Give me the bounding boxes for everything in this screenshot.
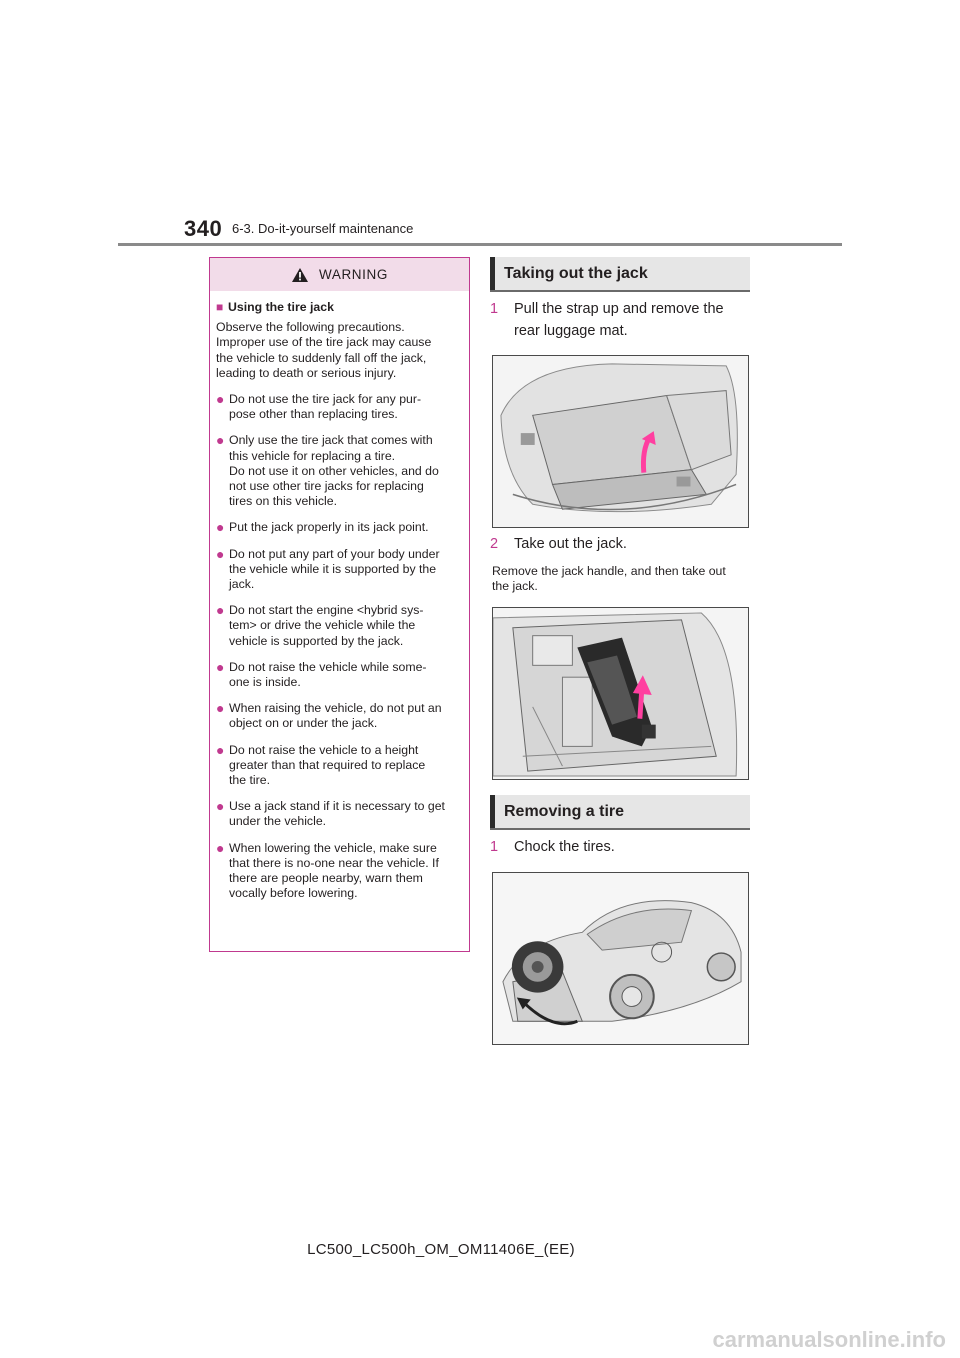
warning-item-text: Use a jack stand if it is necessary to get under the vehicle.: [229, 799, 445, 829]
warning-item-text: When raising the vehicle, do not put an object on or under the jack.: [229, 701, 442, 731]
bullet-icon: ●: [216, 602, 225, 619]
warning-item: [216, 743, 463, 789]
heading-rule: [490, 828, 750, 830]
jack-compartment-illustration: [493, 608, 748, 779]
warning-item: [216, 660, 463, 690]
header-rule: [118, 243, 842, 246]
step-text: Chock the tires.: [514, 839, 615, 855]
warning-item-text: Do not put any part of your body under the vehicle while it is supported by the jack.: [229, 546, 440, 592]
warning-body: [210, 300, 469, 902]
warning-item-text: Only use the tire jack that comes with this vehicle for replacing a tire. Do not use it on other vehicles, and do not use other tire jacks for replacing tires on this vehicle.: [229, 433, 439, 509]
footer-text: LC500_LC500h_OM_OM11406E_(EE): [307, 1241, 575, 1258]
step-note: Remove the jack handle, and then take out the jack.: [492, 564, 726, 593]
warning-item: [216, 520, 463, 535]
warning-item: [216, 841, 463, 902]
bullet-icon: ●: [216, 658, 225, 675]
warning-title: WARNING: [319, 267, 388, 282]
step-text: Pull the strap up and remove the rear luggage mat.: [514, 301, 724, 339]
warning-item: [216, 799, 463, 829]
warning-item-text: Do not start the engine <hybrid sys- tem> or drive the vehicle while the vehicle is supported by the jack.: [229, 603, 424, 648]
warning-header: [210, 258, 469, 291]
footer-model-code: [0, 1241, 960, 1258]
warning-item: [216, 603, 463, 649]
bullet-icon: ●: [216, 545, 225, 562]
heading-rule: [490, 290, 750, 292]
warning-item-text: Do not raise the vehicle while some- one is inside.: [229, 659, 427, 690]
figure-luggage-mat: [492, 355, 749, 528]
step-chock-tires: [490, 836, 750, 858]
warning-triangle-icon: [291, 267, 309, 283]
figure-chock-tires: [492, 872, 749, 1045]
watermark: carmanualsonline.info: [712, 1327, 946, 1352]
luggage-mat-illustration: [493, 356, 748, 527]
bullet-icon: ●: [216, 839, 225, 856]
warning-box: [209, 257, 470, 952]
step-number: 1: [490, 839, 499, 855]
warning-item: [216, 433, 463, 509]
warning-item-text: Put the jack properly in its jack point.: [229, 520, 429, 535]
bullet-icon: ●: [216, 798, 225, 815]
bullet-icon: ●: [216, 432, 225, 449]
page-number: 340: [184, 216, 223, 241]
bullet-icon: ●: [216, 391, 225, 408]
section-title: 6-3. Do-it-yourself maintenance: [232, 221, 414, 236]
bullet-icon: ●: [216, 519, 225, 536]
bullet-icon: ●: [216, 700, 225, 717]
step-text: Take out the jack.: [514, 536, 627, 552]
warning-item-text: Do not use the tire jack for any pur- pose other than replacing tires.: [229, 392, 422, 422]
warning-heading-text: Using the tire jack: [228, 300, 334, 314]
warning-item: [216, 392, 463, 422]
step-number: 2: [490, 536, 499, 552]
step-number: 1: [490, 301, 499, 317]
step-take-out-jack: [490, 533, 750, 555]
heading-taking-out-jack: Taking out the jack: [490, 257, 750, 290]
step-pull-strap: [490, 298, 750, 342]
car-chock-illustration: [493, 873, 748, 1044]
figure-jack-compartment: [492, 607, 749, 780]
square-bullet-icon: ■: [216, 300, 224, 314]
warning-item: [216, 547, 463, 593]
bullet-icon: ●: [216, 741, 225, 758]
warning-intro: Observe the following precautions. Improper use of the tire jack may cause the vehicle to suddenly fall off the jack, leading to death or serious injury.: [216, 320, 432, 380]
heading-removing-tire: Removing a tire: [490, 795, 750, 828]
warning-item: [216, 701, 463, 731]
warning-heading: [216, 300, 463, 315]
warning-item-text: When lowering the vehicle, make sure that there is no-one near the vehicle. If there are people nearby, warn them vocally before lowering.: [229, 840, 439, 901]
warning-item-text: Do not raise the vehicle to a height greater than that required to replace the tire.: [229, 742, 426, 788]
